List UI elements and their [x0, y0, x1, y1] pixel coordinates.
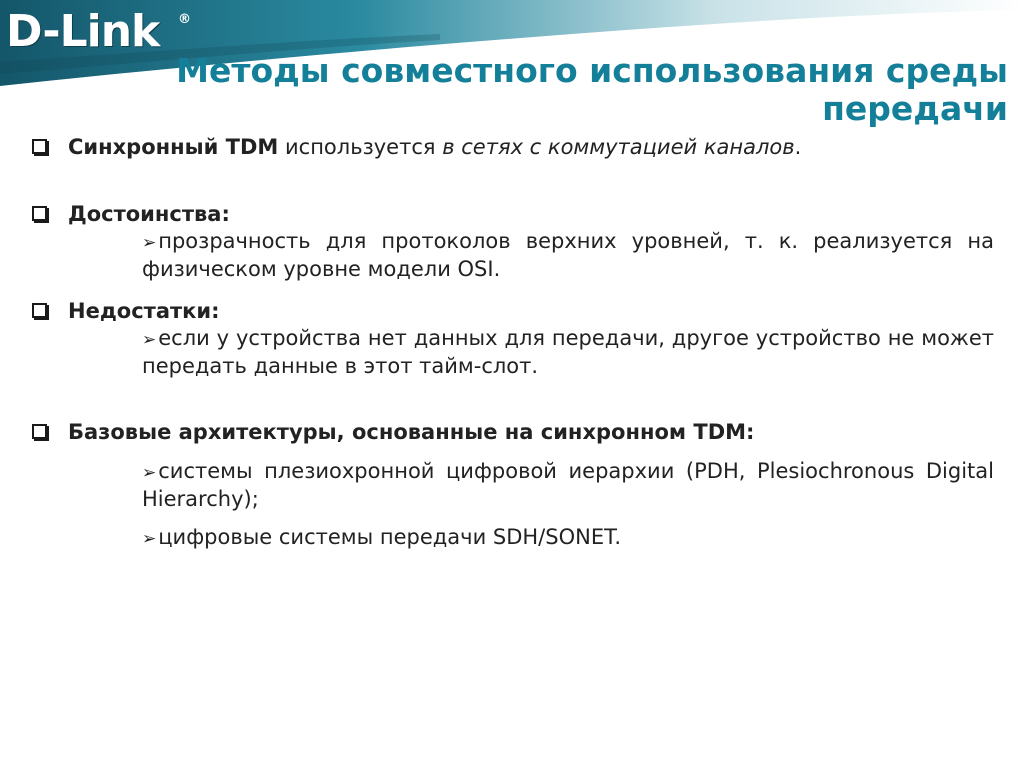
disadvantages-heading: Недостатки:	[68, 299, 220, 323]
advantages-heading: Достоинства:	[68, 202, 230, 226]
advantages-item	[142, 228, 994, 282]
disadvantages-item-text: если у устройства нет данных для передачи, другое устройство не может передать данные в этот тайм-слот.	[142, 326, 994, 378]
bullet-architectures	[32, 419, 994, 446]
arrow-bullet-icon: ➢	[142, 330, 157, 350]
architectures-item-sdh	[142, 524, 994, 552]
d-link-logo: D-Link	[6, 6, 160, 57]
slide-title: Методы совместного использования среды передачи	[176, 51, 1008, 128]
architectures-item-text: цифровые системы передачи SDH/SONET.	[158, 525, 622, 549]
square-bullet-icon	[32, 139, 47, 154]
arrow-bullet-icon: ➢	[142, 463, 157, 483]
bullet-intro	[32, 134, 994, 161]
arrow-bullet-icon: ➢	[142, 233, 157, 253]
registered-mark: ®	[178, 12, 191, 27]
bullet-disadvantages	[32, 298, 994, 325]
arrow-bullet-icon: ➢	[142, 529, 157, 549]
architectures-item-text: системы плезиохронной цифровой иерархии (PDH, Plesiochronous Digital Hierarchy);	[142, 459, 994, 511]
architectures-item-pdh	[142, 458, 994, 512]
architectures-heading: Базовые архитектуры, основанные на синхронном TDM:	[68, 420, 755, 444]
square-bullet-icon	[32, 206, 47, 221]
intro-plain: используется	[278, 135, 443, 159]
disadvantages-item	[142, 325, 994, 379]
intro-bold: Синхронный TDM	[68, 135, 279, 159]
intro-italic: в сетях с коммутацией каналов	[442, 135, 795, 159]
intro-end: .	[794, 135, 802, 159]
square-bullet-icon	[32, 303, 47, 318]
advantages-item-text: прозрачность для протоколов верхних уровней, т. к. реализуется на физическом уровне модели OSI.	[142, 229, 994, 281]
bullet-advantages	[32, 201, 994, 228]
slide-body	[32, 134, 994, 552]
square-bullet-icon	[32, 424, 47, 439]
